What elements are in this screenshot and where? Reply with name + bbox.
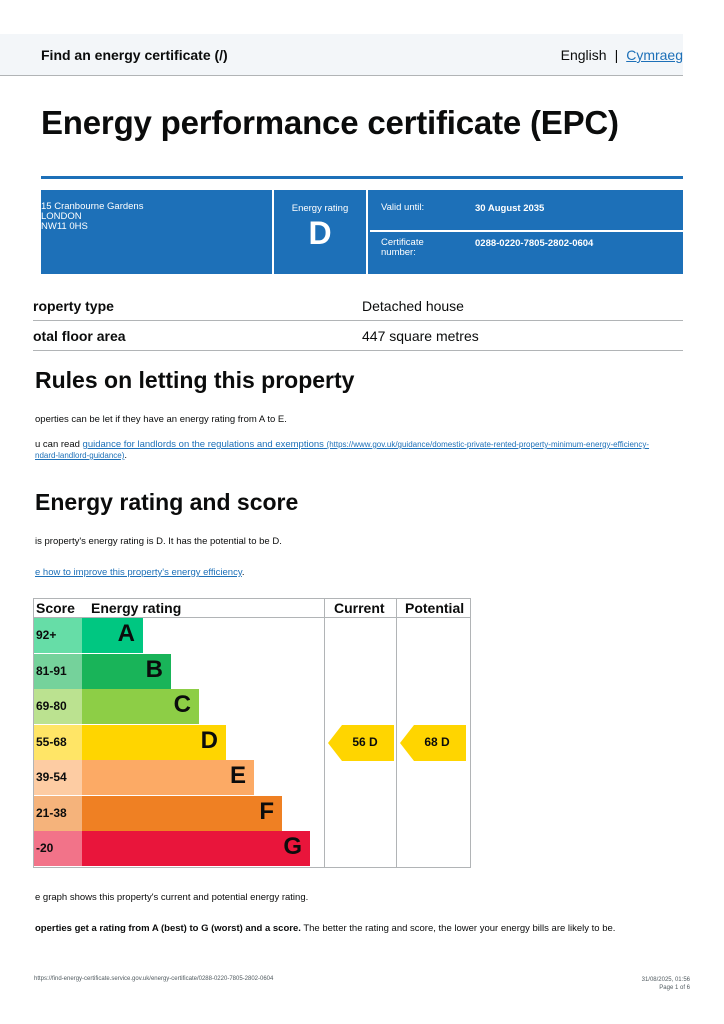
valid-until-value: 30 August 2035 <box>475 203 545 214</box>
language-switcher <box>561 47 683 63</box>
band-letter: F <box>259 797 274 825</box>
band-score-label: -20 <box>34 831 82 866</box>
current-rating-arrow-label: 56 D <box>352 734 378 749</box>
improve-efficiency-suffix: . <box>241 567 245 578</box>
address-line-2: LONDON <box>41 211 82 222</box>
current-rating-arrow <box>328 725 394 761</box>
energy-rating-box <box>272 190 368 274</box>
chart-divider-potential <box>396 599 397 867</box>
landlord-guidance-url-1[interactable]: (https://www.gov.uk/guidance/domestic-private-rented-property-minimum-energy-efficiency- <box>326 440 650 449</box>
band-letter: C <box>173 691 191 718</box>
band-letter: A <box>117 620 135 647</box>
band-score-label: 55-68 <box>34 725 82 760</box>
property-address <box>41 190 270 274</box>
site-title-text[interactable]: Find an energy certificate <box>41 47 211 63</box>
footer-page: Page 1 of 6 <box>659 985 690 991</box>
landlord-guidance-link-text[interactable]: guidance for landlords on the regulations and exemptions <box>82 439 324 450</box>
rating-explanation <box>35 923 615 934</box>
summary-row-floor-area <box>33 321 683 351</box>
band-letter: G <box>283 833 302 860</box>
band-bar <box>82 796 282 831</box>
site-title[interactable] <box>41 47 228 63</box>
potential-rating-arrow <box>400 725 466 761</box>
rating-heading: Energy rating and score <box>35 489 299 515</box>
footer-date: 31/08/2025, 01:56 <box>641 977 690 983</box>
energy-rating-chart <box>33 598 471 868</box>
address-line-3: NW11 0HS <box>41 221 88 232</box>
lang-english: English <box>560 47 607 63</box>
potential-rating-arrow-label: 68 D <box>424 734 450 749</box>
letting-para-2 <box>35 439 675 461</box>
rating-explanation-rest: The better the rating and score, the lower your energy bills are likely to be. <box>300 923 616 934</box>
landlord-guidance-url-2[interactable]: ndard-landlord-guidance) <box>35 451 125 460</box>
property-summary <box>33 291 683 351</box>
improve-efficiency-link[interactable]: e how to improve this property's energy efficiency <box>35 567 242 578</box>
floor-area-value: 447 square metres <box>362 328 479 344</box>
rating-explanation-bold: operties get a rating from A (best) to G (worst) and a score. <box>35 923 301 934</box>
certificate-label-line-2: number: <box>381 247 416 258</box>
band-bar <box>82 689 199 724</box>
title-divider <box>41 176 683 179</box>
certificate-number-row <box>370 234 683 274</box>
address-line-1: 15 Cranbourne Gardens <box>41 201 144 212</box>
letting-para-2-suffix: . <box>124 450 128 461</box>
certificate-number-value: 0288-0220-7805-2802-0604 <box>475 238 594 249</box>
footer-info <box>642 976 690 992</box>
band-score-label: 69-80 <box>34 689 82 724</box>
floor-area-label: otal floor area <box>33 328 126 344</box>
band-letter: B <box>145 655 163 683</box>
certificate-banner <box>41 190 683 274</box>
band-bar <box>82 725 226 760</box>
band-bar <box>82 831 310 866</box>
property-type-value: Detached house <box>362 298 464 314</box>
band-score-label: 92+ <box>34 618 82 653</box>
site-title-link-url: (/) <box>214 47 228 63</box>
certificate-label-line-1: Certificate <box>381 237 424 248</box>
energy-rating-value: D <box>308 215 332 251</box>
energy-rating-label: Energy rating <box>291 203 349 214</box>
lang-separator: | <box>614 47 619 63</box>
letting-para-2-prefix: u can read <box>35 439 83 450</box>
band-letter: D <box>200 726 218 754</box>
summary-row-property-type <box>33 291 683 321</box>
property-type-label: roperty type <box>33 298 114 314</box>
band-score-label: 81-91 <box>34 654 82 689</box>
chart-header-rating: Energy rating <box>91 600 182 616</box>
band-bar <box>82 654 171 689</box>
page-title: Energy performance certificate (EPC) <box>41 104 619 141</box>
band-letter: E <box>229 762 246 789</box>
band-score-label: 39-54 <box>34 760 82 795</box>
certificate-details <box>370 190 683 274</box>
lang-welsh-link[interactable]: Cymraeg <box>626 47 683 63</box>
chart-header-current: Current <box>334 600 385 616</box>
band-bar <box>82 760 254 795</box>
chart-header-score: Score <box>36 600 75 616</box>
valid-until-label: Valid until: <box>381 202 425 213</box>
chart-divider-current <box>324 599 325 867</box>
footer-url: https://find-energy-certificate.service.gov.uk/energy-certificate/0288-0220-7805-2802-0604 <box>34 976 274 982</box>
improve-efficiency-line <box>35 567 245 578</box>
certificate-number-label <box>381 238 424 258</box>
letting-para-1: operties can be let if they have an energy rating from A to E. <box>35 414 287 425</box>
valid-until-row <box>370 190 683 232</box>
rating-para-1: is property's energy rating is D. It has the potential to be D. <box>35 536 282 547</box>
band-score-label: 21-38 <box>34 796 82 831</box>
letting-heading: Rules on letting this property <box>35 367 355 393</box>
chart-caption: e graph shows this property's current and potential energy rating. <box>35 892 309 903</box>
chart-header-potential: Potential <box>405 600 465 616</box>
landlord-guidance-link[interactable] <box>35 439 649 461</box>
band-bar <box>82 618 143 653</box>
